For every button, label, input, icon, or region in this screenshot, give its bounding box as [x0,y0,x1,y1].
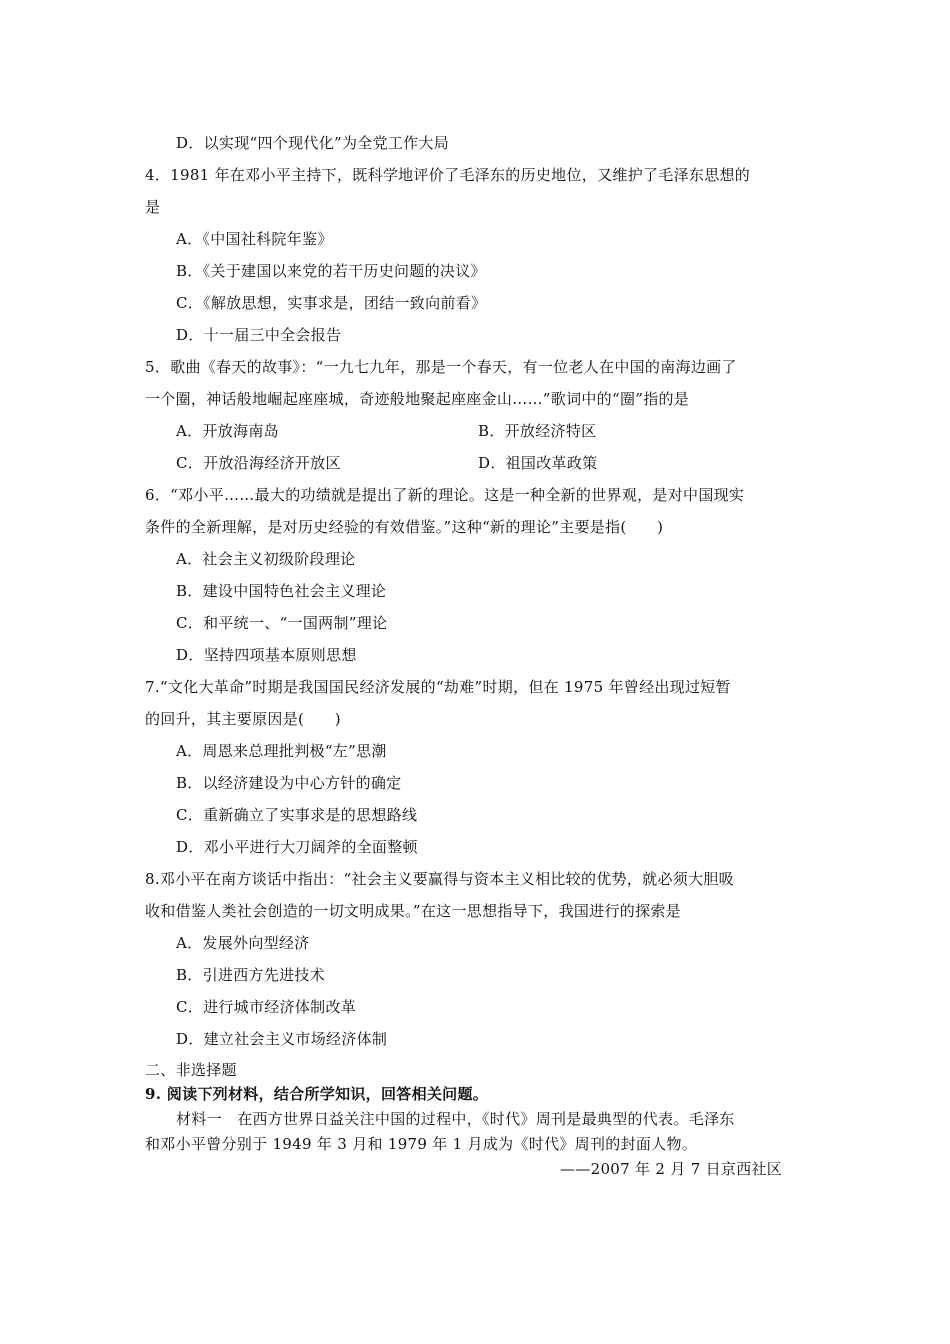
q6-stem-line1: 6．“邓小平……最大的功绩就是提出了新的理论。这是一种全新的世界观，是对中国现实 [145,486,745,504]
q3-option-d: D．以实现“四个现代化”为全党工作大局 [176,134,450,152]
q7-option-c: C．重新确立了实事求是的思想路线 [176,806,418,824]
q9-material1-source: ——2007 年 2 月 7 日京西社区 [560,1160,783,1178]
section-heading-nonchoice: 二、非选择题 [145,1061,237,1079]
q7-option-a: A．周恩来总理批判极“左”思潮 [176,742,387,760]
q8-stem-line2: 收和借鉴人类社会创造的一切文明成果。”在这一思想指导下，我国进行的探索是 [145,902,681,920]
q7-stem-line1: 7.“文化大革命”时期是我国国民经济发展的“劫难”时期，但在 1975 年曾经出现过短暂 [145,678,731,696]
q9-material1-line1: 材料一 在西方世界日益关注中国的过程中，《时代》周刊是最典型的代表。毛泽东 [176,1110,735,1128]
q8-option-a: A．发展外向型经济 [176,934,310,952]
q7-stem-line2: 的回升，其主要原因是( ) [145,710,341,728]
q7-option-b: B．以经济建设为中心方针的确定 [176,774,402,792]
q8-option-c: C．进行城市经济体制改革 [176,998,357,1016]
q6-option-c: C．和平统一、“一国两制”理论 [176,614,388,632]
q8-option-b: B．引进西方先进技术 [176,966,326,984]
q5-stem-line2: 一个圈，神话般地崛起座座城，奇迹般地聚起座座金山……”歌词中的“圈”指的是 [145,390,690,408]
q9-stem: 9. 阅读下列材料，结合所学知识，回答相关问题。 [145,1085,489,1103]
q5-option-a: A．开放海南岛 [176,422,279,440]
q8-option-d: D．建立社会主义市场经济体制 [176,1030,388,1048]
q4-option-a: A．《中国社科院年鉴》 [176,230,333,248]
q4-stem-line2: 是 [145,198,161,216]
q6-stem-line2: 条件的全新理解，是对历史经验的有效借鉴。”这种“新的理论”主要是指( ) [145,518,664,536]
q4-option-b: B．《关于建国以来党的若干历史问题的决议》 [176,262,486,280]
q8-stem-line1: 8.邓小平在南方谈话中指出：“社会主义要赢得与资本主义相比较的优势，就必须大胆吸 [145,870,734,888]
q4-stem-line1: 4．1981 年在邓小平主持下，既科学地评价了毛泽东的历史地位，又维护了毛泽东思想的 [145,166,751,184]
q9-material1-line2: 和邓小平曾分别于 1949 年 3 月和 1979 年 1 月成为《时代》周刊的封面人物。 [145,1135,698,1153]
q6-option-a: A．社会主义初级阶段理论 [176,550,356,568]
q5-option-c: C．开放沿海经济开放区 [176,454,341,472]
q6-option-b: B．建设中国特色社会主义理论 [176,582,387,600]
q6-option-d: D．坚持四项基本原则思想 [176,646,357,664]
q7-option-d: D．邓小平进行大刀阔斧的全面整顿 [176,838,418,856]
q5-stem-line1: 5．歌曲《春天的故事》：“一九七九年，那是一个春天，有一位老人在中国的南海边画了 [145,358,737,376]
q5-option-b: B．开放经济特区 [478,422,597,440]
q4-option-c: C．《解放思想，实事求是，团结一致向前看》 [176,294,487,312]
q4-option-d: D．十一届三中全会报告 [176,326,342,344]
q5-option-d: D．祖国改革政策 [478,454,598,472]
